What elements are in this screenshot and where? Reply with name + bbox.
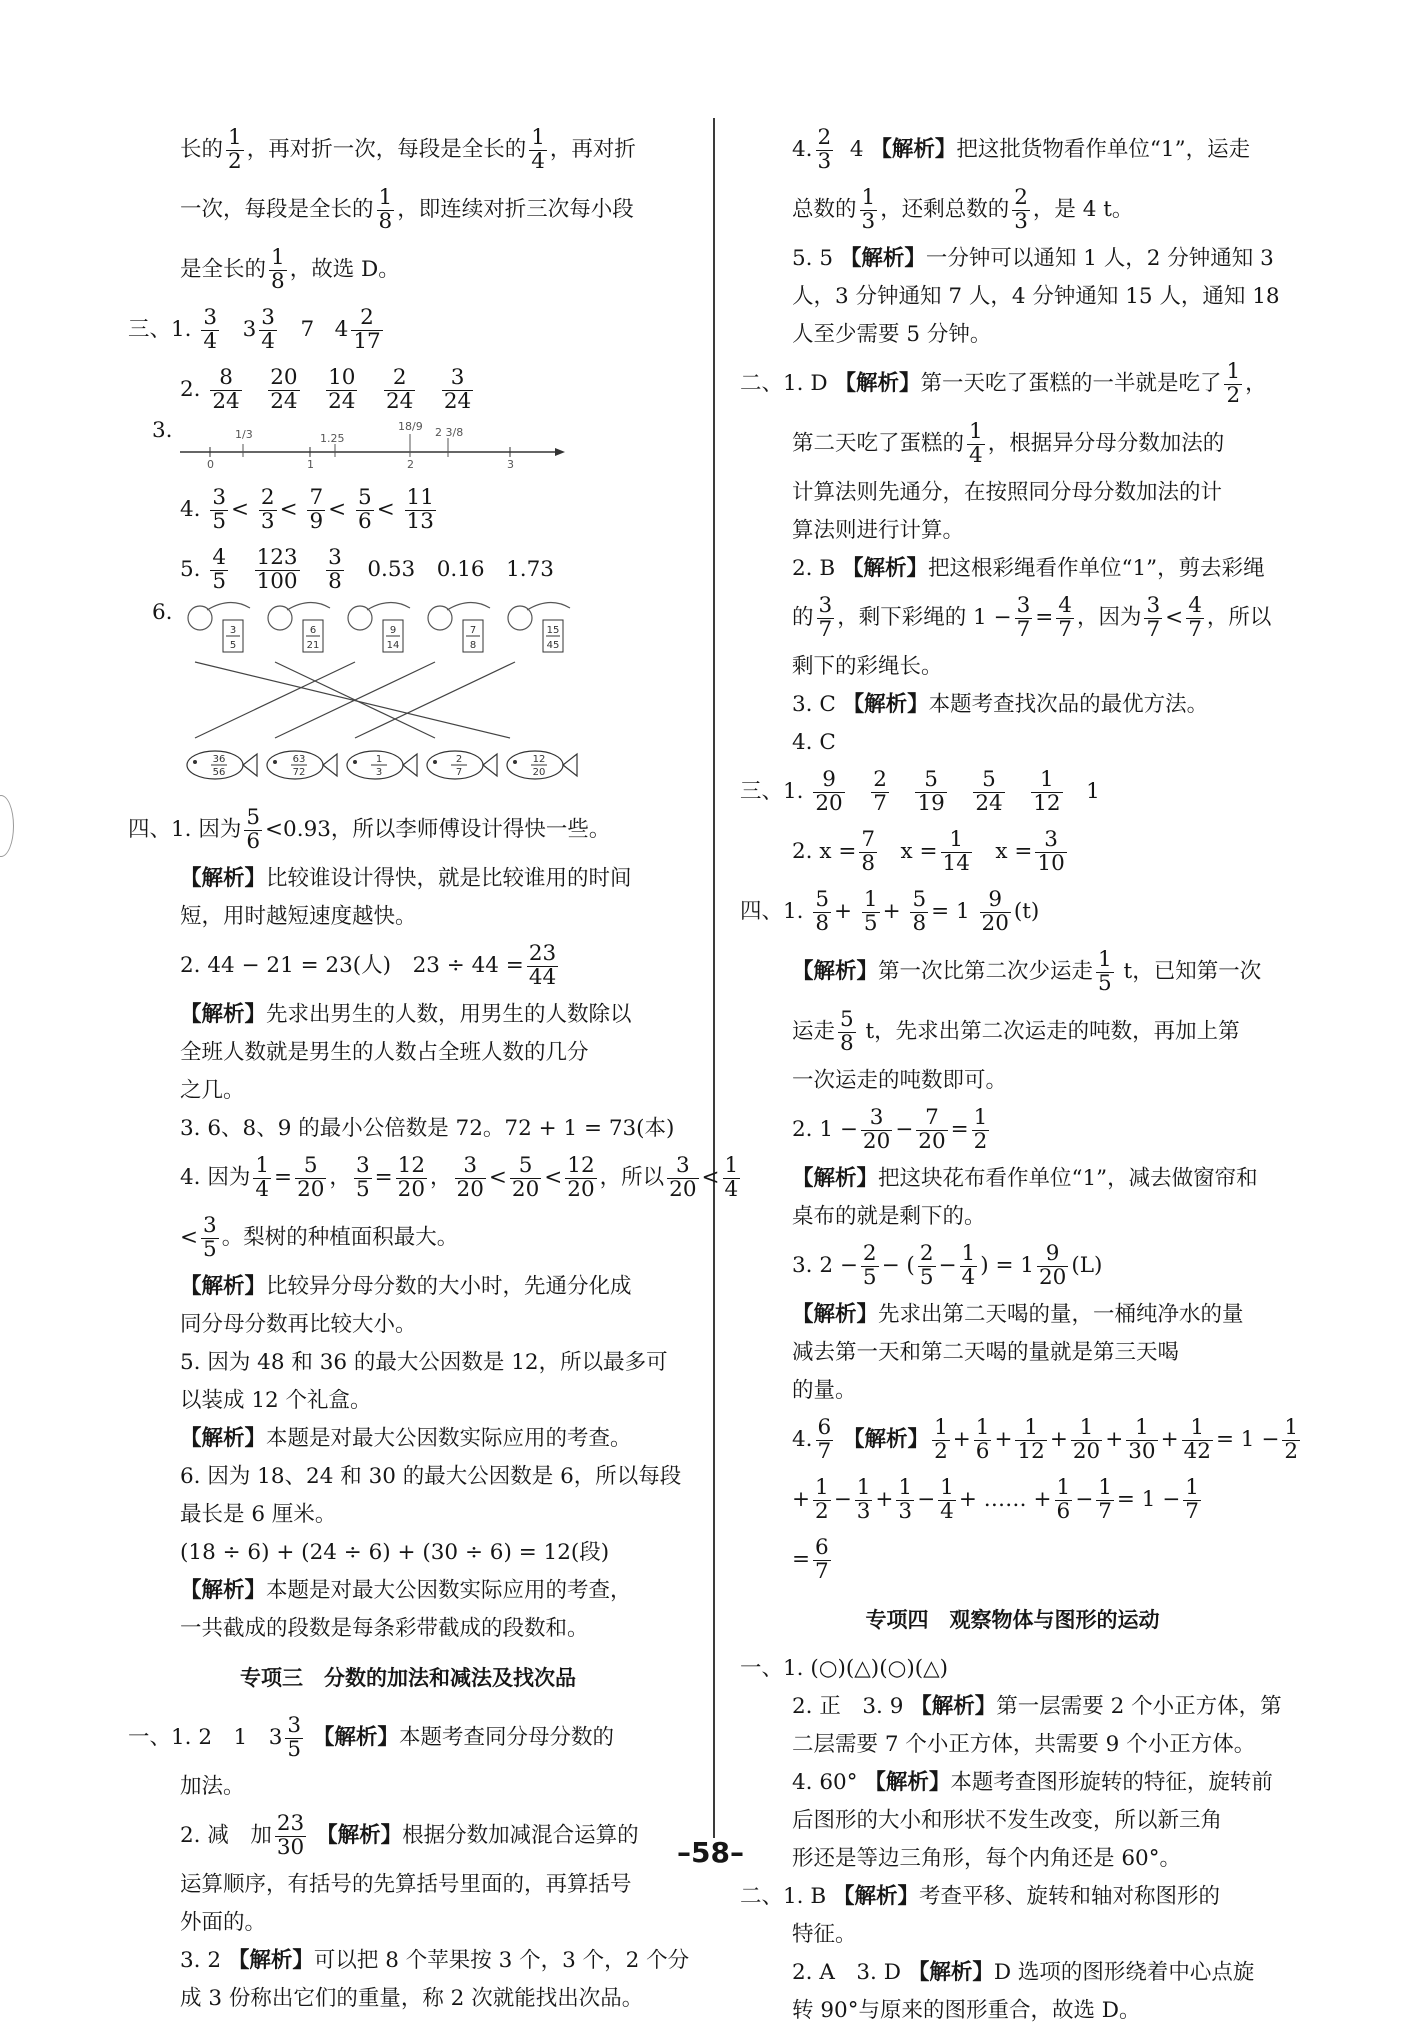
answer-line: 最长是 6 厘米。 [180,1502,337,1527]
fish-figure [347,751,417,779]
analysis-text: 转 90°与原来的图形重合，故选 D。 [792,1998,1141,2023]
answer-5: 5. 5 【解析】一分钟可以通知 1 人，2 分钟通知 3 [792,246,1274,271]
fish-fraction: 12 [532,754,546,765]
analysis-text: 一共截成的段数是每条彩带截成的段数和。 [180,1616,589,1641]
analysis-text: 一次运走的吨数即可。 [792,1068,1008,1093]
analysis-text: 后图形的大小和形状不发生改变，所以新三角 [792,1808,1223,1833]
analysis-text: 二层需要 7 个小正方体，共需要 9 个小正方体。 [792,1732,1256,1757]
answer-4-2-right: 2. 1 − $\frac{3}{20}$ − $\frac{7}{20}$ = $\frac{1}{2}$ [792,1104,988,1154]
matching-figure [180,600,620,800]
analysis-text: 加法。 [180,1774,245,1799]
analysis-text: 成 3 份称出它们的重量，称 2 次就能找出次品。 [180,1986,644,2011]
answer-4-3: 3. 6、8、9 的最小公倍数是 72。72 + 1 = 73(本) [180,1116,675,1141]
analysis-text: 人至少需要 5 分钟。 [792,322,992,347]
answer-1-3: 3. 2 【解析】可以把 8 个苹果按 3 个，3 个，2 个分 [180,1948,690,1973]
analysis-text: 【解析】把这块花布看作单位“1”，减去做窗帘和 [792,1166,1258,1191]
cat-figure [508,602,570,652]
answer-2-3: 3. C 【解析】本题考查找次品的最优方法。 [792,692,1209,717]
fish-fraction: 72 [292,767,306,778]
answer-2-4: 4. C [792,730,836,755]
analysis-text: 运走 $\frac{5}{8}$ t，先求出第二次运走的吨数，再加上第 [792,1006,1240,1056]
section-heading: 专项四 观察物体与图形的运动 [865,1608,1160,1632]
analysis-text: 第二天吃了蛋糕的 $\frac{1}{4}$ ，根据异分母分数加法的 [792,418,1225,468]
fish-fraction: 36 [212,754,226,765]
answer-1-1: 一、1. 2 1 3 $\frac{3}{5}$ 【解析】本题考查同分母分数的 [128,1712,614,1762]
analysis-text: 的量。 [792,1378,857,1403]
fish-figure [267,751,337,779]
fish-figure [507,751,577,779]
analysis-text: 【解析】先求出男生的人数，用男生的人数除以 [180,1002,632,1027]
mark-label: 18/9 [398,420,423,433]
answer-3-5: 5. $\frac{4}{5}$ $\frac{123}{100}$ $\frac{3}{8}$ 0.53 0.16 1.73 [180,544,554,594]
answer-4-2: 2. 44 − 21 = 23(人) 23 ÷ 44 = $\frac{23}{44}$ [180,940,557,990]
cat-fraction: 6 [309,625,317,636]
answer-line: < $\frac{3}{5}$ 。梨树的种植面积最大。 [180,1212,459,1262]
answer-3-4: 4. $\frac{3}{5}$ < $\frac{2}{3}$ < $\frac{7}{9}$ < $\frac{5}{6}$ < $\frac{11}{13}$ [180,484,434,534]
answer-4-4-right: 4. $\frac{6}{7}$ 【解析】 $\frac{1}{2}$ + $\frac{1}{6}$ + $\frac{1}{12}$ + $\frac{1}{20}$ + $\frac{1}{30}$ + $\frac{1}{42}$ = 1 − $\frac{1}{2}$ [792,1414,1299,1464]
binding-mark [0,795,14,857]
answer-4-6: 6. 因为 18、24 和 30 的最大公因数是 6，所以每段 [180,1464,682,1489]
answer-2-1-right: 二、1. B 【解析】考查平移、旋转和轴对称图形的 [740,1884,1221,1909]
cat-fraction: 3 [229,625,237,636]
analysis-text: + $\frac{1}{2}$ − $\frac{1}{3}$ + $\frac{1}{3}$ − $\frac{1}{4}$ + …… + $\frac{1}{6}$ − $\frac{1}{7}$ = 1 − $\frac{1}{7}$ [792,1474,1199,1524]
analysis-text: 【解析】本题是对最大公因数实际应用的考查， [180,1578,632,1603]
analysis-text: 人，3 分钟通知 7 人，4 分钟通知 15 人，通知 18 [792,284,1280,309]
answer-1-2-right: 2. 正 3. 9 【解析】第一层需要 2 个小正方体，第 [792,1694,1282,1719]
analysis-text: 运算顺序，有括号的先算括号里面的，再算括号 [180,1872,632,1897]
analysis-text: 【解析】本题是对最大公因数实际应用的考查。 [180,1426,632,1451]
section-heading: 专项三 分数的加法和减法及找次品 [240,1666,576,1690]
fish-fraction: 3 [375,767,383,778]
cat-figure [188,602,250,652]
tick-label: 1 [307,458,314,471]
tick-label: 3 [507,458,514,471]
cat-fraction: 45 [546,640,560,651]
cat-fraction: 8 [469,640,477,651]
fish-fraction: 20 [532,767,546,778]
analysis-text: 【解析】先求出第二天喝的量，一桶纯净水的量 [792,1302,1244,1327]
answer-4-4: 4. 因为 $\frac{1}{4}$ = $\frac{5}{20}$ ， $\frac{3}{5}$ = $\frac{12}{20}$ ， $\frac{3}{20}$ < $\frac{5}{20}$ < $\frac{12}{20}$ ，所以 $\frac{3}{20}$ < $\frac{1}{4}$ [180,1152,739,1202]
mark-label: 1.25 [320,432,345,445]
analysis-text: 之几。 [180,1078,245,1103]
right-column [740,120,1299,2030]
answer-3-6: 6. 3 5 6 21 9 14 7 8 15 45 36 56 63 72 1 3 2 7 12 20 [128,600,688,800]
cat-fraction: 15 [546,625,560,636]
analysis-text: 形还是等边三角形，每个内角还是 60°。 [792,1846,1181,1871]
fish-fraction: 63 [292,754,306,765]
cat-figure [348,602,410,652]
answer-4: 4. $\frac{2}{3}$ 4 【解析】把这批货物看作单位“1”，运走 [792,124,1251,174]
analysis-text: 【解析】第一次比第二次少运走 $\frac{1}{5}$ t，已知第一次 [792,946,1262,996]
tick-label: 2 [407,458,414,471]
mark-label: 1/3 [235,428,253,441]
answer-line: 总数的 $\frac{1}{3}$ ，还剩总数的 $\frac{2}{3}$ ，是 4 t。 [792,184,1134,234]
answer-1-1-right: 一、1. (○)(△)(○)(△) [740,1656,949,1681]
analysis-text: 同分母分数再比较大小。 [180,1312,417,1337]
analysis-text: = $\frac{6}{7}$ [792,1534,829,1584]
analysis-text: 桌布的就是剩下的。 [792,1204,986,1229]
cat-fraction: 14 [386,640,400,651]
column-divider [713,118,715,1838]
answer-2-2: 2. B 【解析】把这根彩绳看作单位“1”，剪去彩绳 [792,556,1265,581]
cat-figure [428,602,490,652]
answer-4-5: 5. 因为 48 和 36 的最大公因数是 12，所以最多可 [180,1350,668,1375]
fish-fraction: 2 [455,754,463,765]
answer-4-3-right: 3. 2 − $\frac{2}{5}$ − ( $\frac{2}{5}$ − $\frac{1}{4}$ ) = 1 $\frac{9}{20}$ (L) [792,1240,1103,1290]
number-line [180,420,580,480]
answer-2-1: 二、1. D 【解析】第一天吃了蛋糕的一半就是吃了 $\frac{1}{2}$ ， [740,358,1267,408]
cat-fraction: 5 [229,640,237,651]
answer-line: (18 ÷ 6) + (24 ÷ 6) + (30 ÷ 6) = 12(段) [180,1540,610,1565]
fish-fraction: 1 [375,754,383,765]
answer-line: 长的 $\frac{1}{2}$ ，再对折一次，每段是全长的 $\frac{1}{4}$ ，再对折 [180,124,636,174]
answer-3-1: 三、1. $\frac{3}{4}$ 3 $\frac{3}{4}$ 7 4 $\frac{2}{17}$ [128,304,381,354]
answer-line: 一次，每段是全长的 $\frac{1}{8}$ ，即连续对折三次每小段 [180,184,634,234]
answer-3-2: 2. $\frac{8}{24}$ $\frac{20}{24}$ $\frac{10}{24}$ $\frac{2}{24}$ $\frac{3}{24}$ [180,364,472,414]
analysis-text: 的 $\frac{3}{7}$ ，剩下彩绳的 1 − $\frac{3}{7}$ = $\frac{4}{7}$ ，因为 $\frac{3}{7}$ < $\frac{4}{7}$ ，所以 [792,592,1272,642]
fish-fraction: 7 [455,767,463,778]
answer-line: 是全长的 $\frac{1}{8}$ ，故选 D。 [180,244,400,294]
fish-figure [187,751,257,779]
fish-fraction: 56 [212,767,226,778]
answer-line: 以装成 12 个礼盒。 [180,1388,372,1413]
analysis-text: 计算法则先通分，在按照同分母分数加法的计 [792,480,1223,505]
answer-2-2-right: 2. A 3. D 【解析】D 选项的图形绕着中心点旋 [792,1960,1255,1985]
cat-fraction: 21 [306,640,320,651]
answer-4-1: 四、1. 因为 $\frac{5}{6}$ <0.93，所以李师傅设计得快一些。 [128,804,611,854]
answer-1-4-right: 4. 60° 【解析】本题考查图形旋转的特征，旋转前 [792,1770,1273,1795]
analysis-text: 【解析】比较异分母分数的大小时，先通分化成 [180,1274,632,1299]
mark-label: 2 3/8 [435,426,464,439]
analysis-text: 【解析】比较谁设计得快，就是比较谁用的时间 [180,866,632,891]
page-number: –58– [677,1836,744,1869]
analysis-text: 外面的。 [180,1910,267,1935]
answer-3-3: 3. 0 1 2 3 1/3 1.25 18/9 2 3/8 [128,420,688,480]
analysis-text: 剩下的彩绳长。 [792,654,943,679]
cat-figure [268,602,330,652]
answer-3-2-right: 2. x = $\frac{7}{8}$ x = $\frac{1}{14}$ x = $\frac{3}{10}$ [792,826,1065,876]
cat-fraction: 9 [389,625,397,636]
analysis-text: 算法则进行计算。 [792,518,965,543]
analysis-text: 全班人数就是男生的人数占全班人数的几分 [180,1040,589,1065]
answer-4-1-right: 四、1. $\frac{5}{8}$ + $\frac{1}{5}$ + $\frac{5}{8}$ = 1 $\frac{9}{20}$ (t) [740,886,1040,936]
tick-label: 0 [207,458,214,471]
fish-figure [427,751,497,779]
answer-1-2: 2. 减 加 $\frac{23}{30}$ 【解析】根据分数加减混合运算的 [180,1810,639,1860]
analysis-text: 特征。 [792,1922,857,1947]
cat-fraction: 7 [469,625,477,636]
analysis-text: 减去第一天和第二天喝的量就是第三天喝 [792,1340,1180,1365]
analysis-text: 短，用时越短速度越快。 [180,904,417,929]
answer-3-1-right: 三、1. $\frac{9}{20}$ $\frac{2}{7}$ $\frac{5}{19}$ $\frac{5}{24}$ $\frac{1}{12}$ 1 [740,766,1100,816]
